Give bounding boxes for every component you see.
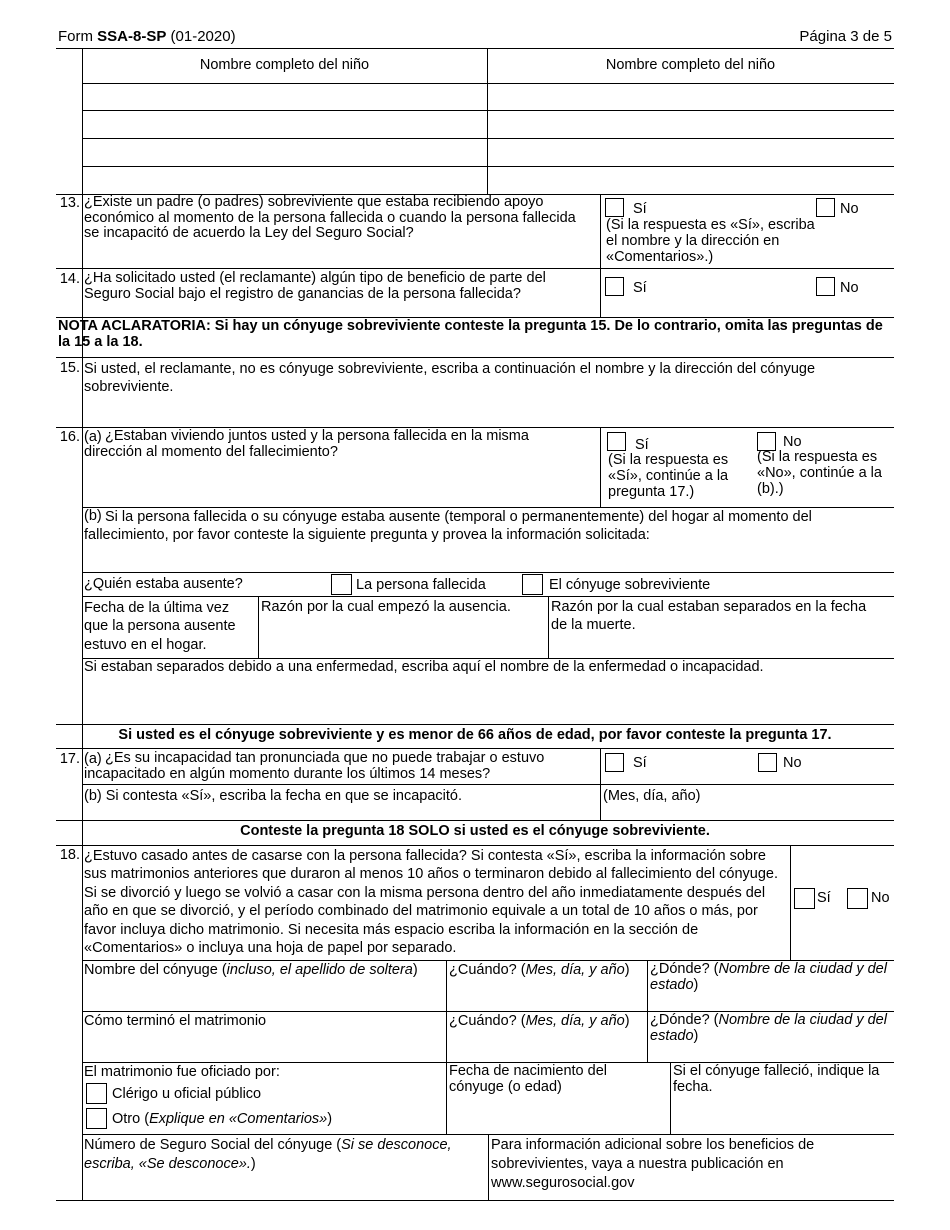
spouse-ssn-label-c: )	[250, 1155, 256, 1172]
rule	[488, 1134, 489, 1200]
spouse-name-label-c: )	[412, 962, 418, 978]
q16b-text: Si la persona fallecida o su cónyuge estaba ausente (temporal o permanentemente) del hogar al momento del fallecimiento, por favor conteste la siguiente pregunta y provea la información solicitada:	[84, 509, 812, 544]
q18-no-label: No	[871, 890, 890, 906]
q18-no-checkbox[interactable]	[847, 888, 868, 909]
rule	[82, 596, 894, 597]
rule	[56, 748, 894, 749]
rule	[600, 427, 601, 507]
where-label-1-b: Nombre de la ciudad y del estado	[650, 961, 887, 993]
form-id	[58, 28, 236, 46]
q17b-text: (b) Si contesta «Sí», escriba la fecha en que se incapacitó.	[84, 788, 463, 804]
q17a-text: ¿Es su incapacidad tan pronunciada que no puede trabajar o estuvo incapacitado en algún momento durante los últimos 14 meses?	[84, 750, 545, 782]
absent-deceased-checkbox[interactable]	[331, 574, 352, 595]
when-label-2	[449, 1013, 630, 1030]
q15-text: Si usted, el reclamante, no es cónyuge sobreviviente, escriba a continuación el nombre y la dirección del cónyuge sobreviviente.	[84, 361, 816, 396]
rule	[82, 138, 894, 139]
q14-no-label: No	[840, 280, 859, 296]
where-label-2-b: Nombre de la ciudad y del estado	[650, 1012, 887, 1044]
q17-date-hint: (Mes, día, año)	[603, 788, 701, 804]
when-label-1-c: )	[624, 962, 630, 978]
q14-yes-checkbox[interactable]	[605, 277, 624, 296]
rule	[446, 960, 447, 1134]
q13-yes-note: (Si la respuesta es «Sí», escriba el nombre y la dirección en «Comentarios».)	[606, 217, 815, 266]
note-aclaratoria: NOTA ACLARATORIA: Si hay un cónyuge sobreviviente conteste la pregunta 15. De lo contrario, omita las preguntas de la 15 a la 18.	[58, 318, 883, 350]
q16-yes-checkbox[interactable]	[607, 432, 626, 451]
illness-label: Si estaban separados debido a una enfermedad, escriba aquí el nombre de la enfermedad o incapacidad.	[84, 659, 764, 675]
other-officiant-label	[112, 1111, 332, 1128]
rule	[548, 596, 549, 658]
q16a-text: ¿Estaban viviendo juntos usted y la persona fallecida en la misma dirección al momento del fallecimiento?	[84, 428, 529, 460]
how-ended-label: Cómo terminó el matrimonio	[84, 1013, 267, 1029]
under66-heading: Si usted es el cónyuge sobreviviente y es menor de 66 años de edad, por favor conteste la pregunta 17.	[118, 727, 832, 743]
rule	[790, 845, 791, 960]
when-label-2-c: )	[624, 1013, 630, 1029]
q16b-label: (b)	[84, 508, 102, 524]
rule	[56, 1200, 894, 1201]
officiated-label: El matrimonio fue oficiado por:	[84, 1064, 280, 1080]
where-label-2	[650, 1013, 890, 1045]
rule	[56, 48, 894, 49]
rule	[56, 268, 894, 269]
q17a-label: (a)	[84, 751, 102, 767]
when-label-2-b: Mes, día, y año	[525, 1013, 625, 1029]
spouse-ssn-label-a: Número de Seguro Social del cónyuge (	[84, 1137, 342, 1153]
q17-no-checkbox[interactable]	[758, 753, 777, 772]
where-label-2-c: )	[693, 1027, 699, 1044]
q13-yes-checkbox[interactable]	[605, 198, 624, 217]
rule	[56, 820, 894, 821]
rule	[82, 784, 894, 785]
q14-no-checkbox[interactable]	[816, 277, 835, 296]
rule	[56, 724, 894, 725]
absent-deceased-label: La persona fallecida	[356, 577, 486, 593]
rule	[56, 845, 894, 846]
spouse-name-label	[84, 962, 444, 979]
when-label-1	[449, 962, 630, 979]
q17-number: 17.	[59, 751, 80, 767]
q18-number: 18.	[59, 847, 80, 863]
where-label-1	[650, 962, 890, 994]
rule	[600, 194, 601, 317]
rule	[56, 357, 894, 358]
q18-yes-label: Sí	[817, 890, 831, 906]
form-date: (01-2020)	[166, 28, 236, 45]
q15-number: 15.	[59, 360, 80, 376]
q17-yes-checkbox[interactable]	[605, 753, 624, 772]
rule	[82, 166, 894, 167]
q13-no-checkbox[interactable]	[816, 198, 835, 217]
q18-text: ¿Estuvo casado antes de casarse con la persona fallecida? Si contesta «Sí», escriba la información sobre sus matrimonios anteriores que duraron al menos 10 años o terminaron debido al fallecimiento del cónyuge. Si se divorció y luego se volvió a casar con la misma persona dentro del año inmediatamente después del año en que se divorció, y el período combinado del matrimonio equivale a un total de 10 años o más, por favor incluya dicho matrimonio. Si necesita más espacio escriba la información en la sección de «Comentarios» o incluya una hoja de papel por separado.	[84, 848, 778, 957]
death-date-label: Si el cónyuge falleció, indique la fecha.	[673, 1063, 880, 1095]
child-name-header-2: Nombre completo del niño	[605, 57, 776, 73]
absent-spouse-label: El cónyuge sobreviviente	[549, 577, 711, 593]
spouse-ssn-label-b: Si se desconoce, escriba, «Se desconoce».	[84, 1137, 452, 1172]
reason-start-label: Razón por la cual empezó la ausencia.	[261, 599, 511, 615]
other-officiant-label-b: Explique en «Comentarios»	[149, 1111, 328, 1127]
form-prefix: Form	[58, 28, 98, 45]
q13-number: 13.	[59, 195, 80, 211]
q17-no-label: No	[783, 755, 802, 771]
rule	[670, 1062, 671, 1134]
spouse-ssn-label	[84, 1136, 484, 1174]
when-label-1-a: ¿Cuándo? (	[449, 962, 526, 978]
child-name-header-1: Nombre completo del niño	[199, 57, 370, 73]
form-code: SSA-8-SP	[97, 28, 167, 45]
page-number: Página 3 de 5	[799, 28, 892, 45]
rule	[82, 83, 894, 84]
rule	[258, 596, 259, 658]
reason-separated-label: Razón por la cual estaban separados en la fecha de la muerte.	[551, 599, 867, 634]
q16-yes-label: Sí	[635, 437, 649, 453]
rule	[82, 110, 894, 111]
q13-yes-label: Sí	[633, 201, 647, 217]
rule	[82, 572, 894, 573]
q16-yes-note: (Si la respuesta es «Sí», continúe a la pregunta 17.)	[608, 452, 729, 500]
q16a-label: (a)	[84, 429, 102, 445]
spouse-name-label-b: incluso, el apellido de soltera	[226, 962, 413, 978]
last-date-label: Fecha de la última vez que la persona ausente estuvo en el hogar.	[84, 600, 236, 653]
other-officiant-label-a: Otro (	[112, 1111, 150, 1127]
q13-no-label: No	[840, 201, 859, 217]
q14-text: ¿Ha solicitado usted (el reclamante) algún tipo de beneficio de parte del Seguro Social bajo el registro de ganancias de la persona fallecida?	[84, 270, 546, 302]
clergy-checkbox[interactable]	[86, 1083, 107, 1104]
left-column-rule	[82, 48, 83, 1200]
clergy-label: Clérigo u oficial público	[112, 1086, 262, 1102]
other-officiant-label-c: )	[327, 1111, 333, 1127]
when-label-1-b: Mes, día, y año	[525, 962, 625, 978]
where-label-2-a: ¿Dónde? (	[650, 1012, 719, 1028]
q16-no-note: (Si la respuesta es «No», continúe a la (b).)	[757, 449, 882, 497]
who-absent-label: ¿Quién estaba ausente?	[84, 576, 243, 592]
birth-date-label: Fecha de nacimiento del cónyuge (o edad)	[449, 1063, 607, 1095]
q18-heading: Conteste la pregunta 18 SOLO si usted es el cónyuge sobreviviente.	[240, 823, 710, 839]
q14-number: 14.	[59, 271, 80, 287]
q17-yes-label: Sí	[633, 755, 647, 771]
spouse-name-label-a: Nombre del cónyuge (	[84, 962, 227, 978]
q16-no-label: No	[783, 434, 802, 450]
q14-yes-label: Sí	[633, 280, 647, 296]
survivor-info-text: Para información adicional sobre los beneficios de sobrevivientes, vaya a nuestra publicación en www.segurosocial.gov	[491, 1137, 815, 1191]
other-officiant-checkbox[interactable]	[86, 1108, 107, 1129]
q16-number: 16.	[59, 429, 80, 445]
absent-spouse-checkbox[interactable]	[522, 574, 543, 595]
where-label-1-a: ¿Dónde? (	[650, 961, 719, 977]
q13-text: ¿Existe un padre (o padres) sobreviviente que estaba recibiendo apoyo económico al momento de la persona fallecida o cuando la persona fallecida se incapacitó de acuerdo la Ley del Seguro Social?	[84, 194, 576, 242]
q18-yes-checkbox[interactable]	[794, 888, 815, 909]
when-label-2-a: ¿Cuándo? (	[449, 1013, 526, 1029]
where-label-1-c: )	[693, 976, 699, 993]
